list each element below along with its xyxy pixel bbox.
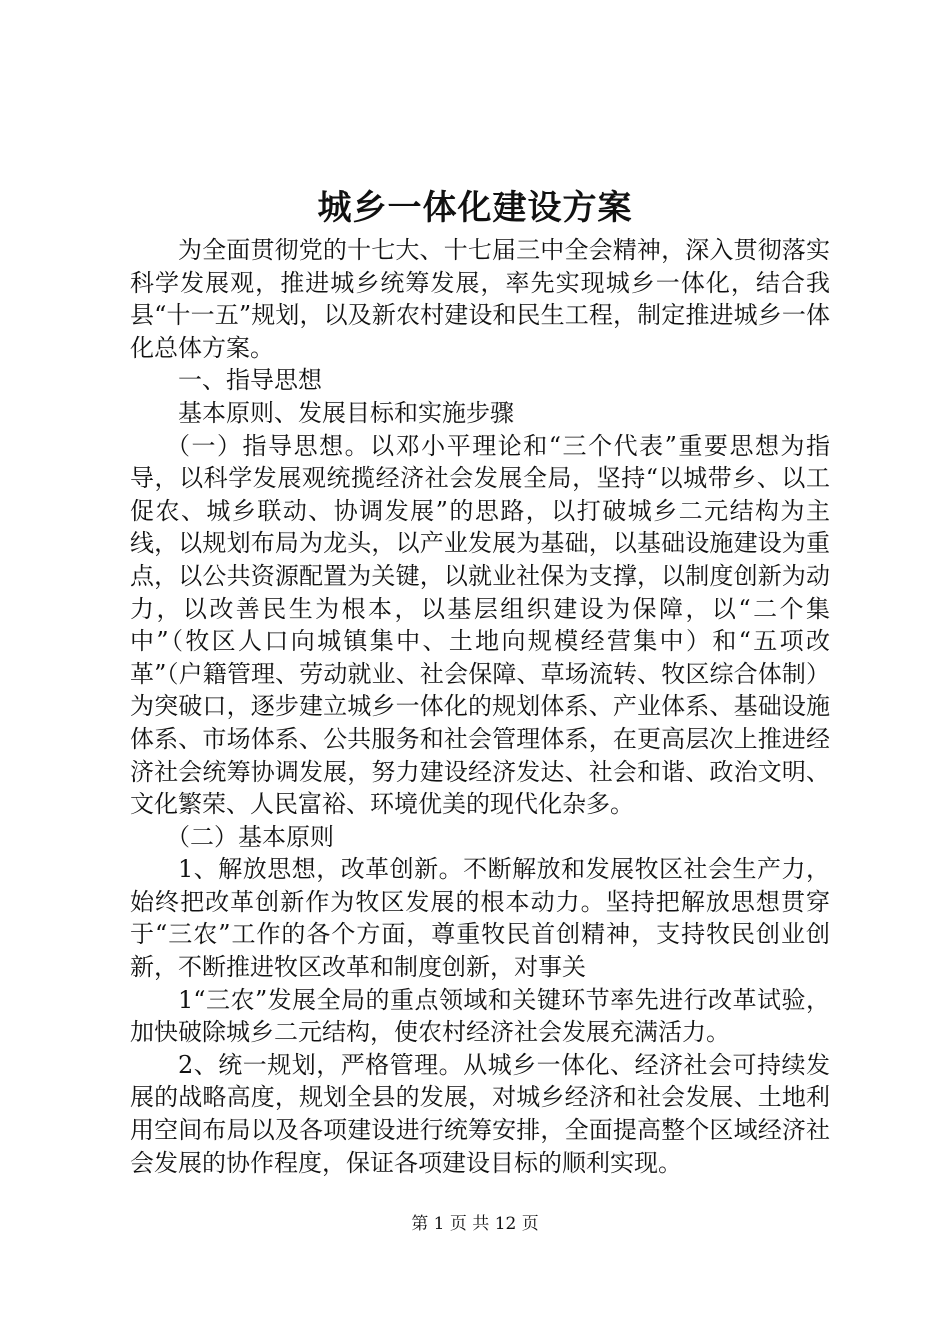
heading-guiding-ideology: 一、指导思想 <box>178 366 322 395</box>
page-number-footer: 第 1 页 共 12 页 <box>411 1214 539 1234</box>
heading-basic-principles: （二）基本原则 <box>166 822 334 851</box>
document-body <box>130 234 830 1179</box>
paragraph-principle-1-continued: 1“三农”发展全局的重点领域和关键环节率先进行改革试验，加快破除城乡二元结构，使农村经济社会发展充满活力。 <box>130 985 830 1047</box>
heading-principles-goals: 基本原则、发展目标和实施步骤 <box>178 398 514 427</box>
paragraph-principle-1: 1、解放思想，改革创新。不断解放和发展牧区社会生产力，始终把改革创新作为牧区发展的根本动力。坚持把解放思想贯穿于“三农”工作的各个方面，尊重牧民首创精神，支持牧民创业创新，不断推进牧区改革和制度创新，对事关 <box>130 855 830 982</box>
paragraph-intro: 为全面贯彻党的十七大、十七届三中全会精神，深入贯彻落实科学发展观，推进城乡统筹发展，率先实现城乡一体化，结合我县“十一五”规划，以及新农村建设和民生工程，制定推进城乡一体化总体方案。 <box>130 236 830 362</box>
paragraph-guiding-ideology: （一）指导思想。以邓小平理论和“三个代表”重要思想为指导，以科学发展观统揽经济社会发展全局，坚持“以城带乡、以工促农、城乡联动、协调发展”的思路，以打破城乡二元结构为主线，以规划布局为龙头，以产业发展为基础，以基础设施建设为重点，以公共资源配置为关键，以就业社保为支撑，以制度创新为动力，以改善民生为根本，以基层组织建设为保障，以“二个集中”（牧区人口向城镇集中、土地向规模经营集中）和“五项改革”（户籍管理、劳动就业、社会保障、草场流转、牧区综合体制）为突破口，逐步建立城乡一体化的规划体系、产业体系、基础设施体系、市场体系、公共服务和社会管理体系，在更高层次上推进经济社会统筹协调发展，努力建设经济发达、社会和谐、政治文明、文化繁荣、人民富裕、环境优美的现代化杂多。 <box>130 431 830 819</box>
document-title: 城乡一体化建设方案 <box>317 188 633 228</box>
paragraph-principle-2: 2、统一规划，严格管理。从城乡一体化、经济社会可持续发展的战略高度，规划全县的发展，对城乡经济和社会发展、土地利用空间布局以及各项建设进行统筹安排，全面提高整个区域经济社会发展的协作程度，保证各项建设目标的顺利实现。 <box>130 1050 830 1177</box>
